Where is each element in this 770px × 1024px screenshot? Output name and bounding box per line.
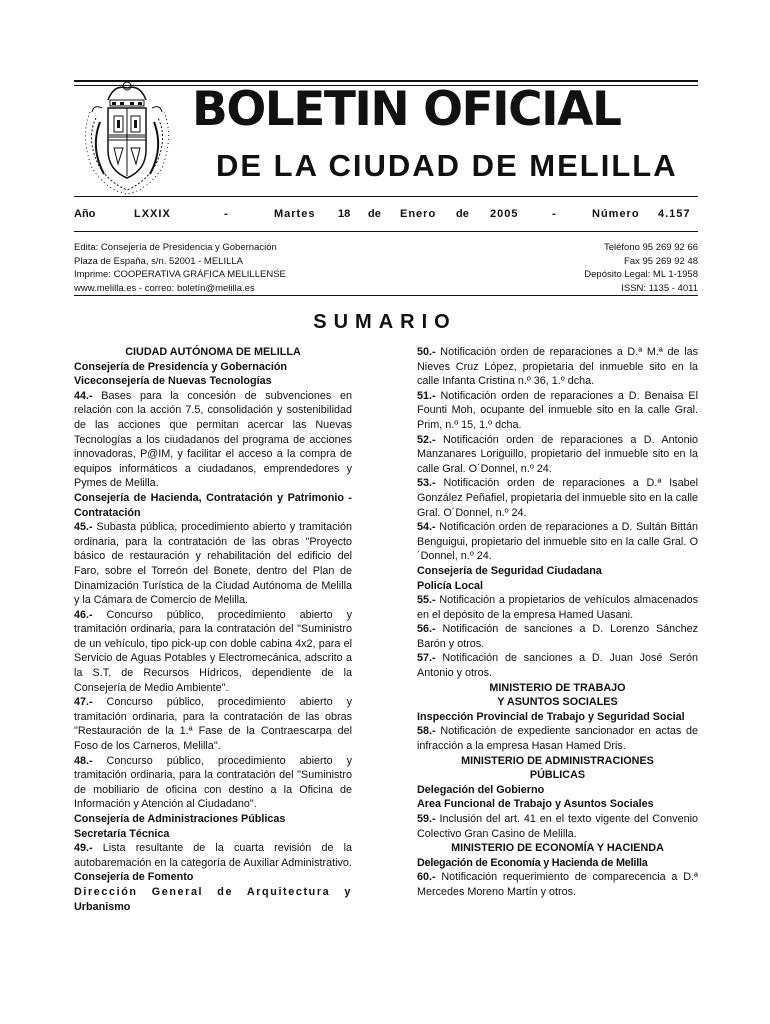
item-number: 45.- xyxy=(74,521,93,534)
numero-label: Número xyxy=(592,208,640,220)
section-heading: Y ASUNTOS SOCIALES xyxy=(497,696,618,709)
item-number: 58.- xyxy=(417,725,436,738)
sumario-heading: SUMARIO xyxy=(313,311,457,333)
coat-of-arms-icon xyxy=(78,78,176,196)
department-heading: Consejería de Administraciones Públicas xyxy=(74,813,286,825)
department-heading: Urbanismo xyxy=(74,900,131,913)
item-text: Notificación de expediente sancionador en actas de infracción a la empresa Hasan Hamed Dris. xyxy=(417,725,698,753)
item-text: Bases para la concesión de subvenciones en relación con la acción 7.5, consolidación y sostenibilidad de las acciones que permitan acercar las Nuevas Tecnologías a los ciudadanos del programa de acciones innovadoras, P@IM, y facilitar el acceso a la compra de equipos informáticos a ciudadanos, emprendedores y Pymes de Melilla. xyxy=(74,389,352,490)
sumario-item-50 xyxy=(417,345,698,389)
day: 18 xyxy=(338,208,351,220)
date-de-2: de xyxy=(456,208,469,220)
dateline-rule xyxy=(74,231,698,232)
editorial-line: Plaza de España, s/n. 52001 - MELILLA xyxy=(74,255,243,267)
sumario-item-56 xyxy=(417,622,698,651)
editorial-info-left xyxy=(74,241,404,295)
dateline xyxy=(74,208,698,224)
sumario-item-58 xyxy=(417,724,698,753)
item-number: 56.- xyxy=(417,623,436,636)
dateline-separator: - xyxy=(552,208,556,220)
department-heading: Delegación del Gobierno xyxy=(417,783,545,796)
item-number: 52.- xyxy=(417,433,436,446)
page-subtitle: DE LA CIUDAD DE MELILLA xyxy=(216,148,678,183)
department-heading: Viceconsejería de Nuevas Tecnologías xyxy=(74,375,272,388)
sumario-item-57 xyxy=(417,651,698,680)
item-text: Inclusión del art. 41 en el texto vigente del Convenio Colectivo Gran Casino de Melilla. xyxy=(417,813,698,840)
header-middle-rule xyxy=(74,196,698,197)
editorial-info-right xyxy=(458,241,698,295)
sumario-item-52 xyxy=(417,433,698,477)
sumario-item-51 xyxy=(417,389,698,433)
item-number: 47.- xyxy=(74,696,93,709)
item-text: Concurso público, procedimiento abierto y tramitación ordinaria, para la contratación de las obras "Restauración de la 1.ª Fase de la Contraescarpa del Foso de los Carneros, Melilla". xyxy=(74,696,352,753)
department-heading: Area Funcional de Trabajo y Asuntos Sociales xyxy=(417,798,654,811)
sumario-right-column xyxy=(417,345,698,900)
weekday: Martes xyxy=(274,208,316,220)
editorial-line: Edita: Consejería de Presidencia y Gobernación xyxy=(74,242,277,253)
page-title: BOLETIN OFICIAL xyxy=(192,82,621,137)
item-text: Notificación de sanciones a D. Lorenzo Sánchez Barón y otros. xyxy=(417,623,698,650)
numero-value: 4.157 xyxy=(658,208,691,220)
item-number: 53.- xyxy=(417,477,436,490)
year: 2005 xyxy=(490,208,519,220)
item-number: 60.- xyxy=(417,871,436,884)
item-text: Subasta pública, procedimiento abierto y tramitación ordinaria, para la contratación de las obras "Proyecto básico de restauración y rehabilitación del edificio del Faro, sobre el Torreón del Bonete, dentro del Plan de Dinamización Turística de la Ciudad Autónoma de Melilla y la Cámara de Comercio de Melilla. xyxy=(74,521,352,607)
department-heading: Inspección Provincial de Trabajo y Seguridad Social xyxy=(417,710,685,723)
ano-label: Año xyxy=(74,208,96,220)
sumario-item-48 xyxy=(74,754,352,812)
ano-value: LXXIX xyxy=(134,208,171,220)
section-heading: PÚBLICAS xyxy=(529,769,586,782)
department-heading: Policía Local xyxy=(417,579,484,592)
item-number: 50.- xyxy=(417,346,436,358)
item-text: Notificación requerimiento de comparecencia a D.ª Mercedes Moreno Martín y otros. xyxy=(417,871,698,898)
item-text: Notificación orden de reparaciones a D.ª Isabel González Peñafiel, propietaria del inmueble sito en la calle Gral. O´Donnel, n.º 24. xyxy=(417,477,698,519)
date-de-1: de xyxy=(368,208,381,220)
section-heading: MINISTERIO DE ECONOMÍA Y HACIENDA xyxy=(451,842,664,855)
department-heading: Dirección General de Arquitectura y xyxy=(74,885,352,898)
editorial-line: Depósito Legal: ML 1-1958 xyxy=(584,269,698,280)
section-heading: MINISTERIO DE TRABAJO xyxy=(489,681,626,694)
item-text: Notificación orden de reparaciones a D. Antonio Manzanares Loriguillo, propietario del inmueble sito en la calle Gral. O´Donnel, n.º 24. xyxy=(417,433,698,475)
item-number: 57.- xyxy=(417,652,436,665)
sumario-item-60 xyxy=(417,870,698,899)
item-text: Notificación de sanciones a D. Juan José Serón Antonio y otros. xyxy=(417,652,698,680)
editorial-line: www.melilla.es - correo: boletín@melilla.es xyxy=(74,282,255,294)
item-text: Lista resultante de la cuarta revisión de la autobaremación en la categoría de Auxiliar Administrativo. xyxy=(74,842,352,869)
item-text: Notificación orden de reparaciones a D. Sultán Bittán Benguigui, propietario del inmueble sito en la calle Gral. O´Donnel, n.º 24. xyxy=(417,521,698,563)
sumario-item-44 xyxy=(74,389,352,491)
month: Enero xyxy=(400,208,437,220)
item-number: 48.- xyxy=(74,754,93,767)
item-number: 44.- xyxy=(74,389,93,402)
sumario-item-53 xyxy=(417,476,698,520)
item-text: Concurso público, procedimiento abierto y tramitación ordinaria, para la contratación del "Suministro de un vehículo, tipo pick-up con doble cabina 4x2, para el Servicio de Aguas Potables y Electromecánica, adscrito a la S.T. de Recursos Hídricos, dependiente de la Consejería de Medio Ambiente". xyxy=(74,608,352,694)
department-heading: Consejería de Seguridad Ciudadana xyxy=(417,564,602,577)
item-number: 54.- xyxy=(417,521,436,534)
editorial-line: Teléfono 95 269 92 66 xyxy=(603,242,698,253)
dateline-separator: - xyxy=(224,208,228,220)
sumario-item-46 xyxy=(74,608,352,696)
item-number: 49.- xyxy=(74,842,93,855)
department-heading: Delegación de Economía y Hacienda de Melilla xyxy=(417,856,648,869)
section-heading: MINISTERIO DE ADMINISTRACIONES xyxy=(461,754,654,767)
editorial-line: Fax 95 269 92 48 xyxy=(624,255,698,267)
item-number: 55.- xyxy=(417,594,436,607)
sumario-item-45 xyxy=(74,520,352,608)
item-text: Concurso público, procedimiento abierto y tramitación ordinaria, para la contratación del "Suministro de mobiliario de oficina con destino a la Oficina de Información y Atención al Ciudadano". xyxy=(74,754,352,811)
item-text: Notificación a propietarios de vehículos almacenados en el depósito de la empresa Hamed Uasani. xyxy=(417,594,698,621)
sumario-item-54 xyxy=(417,520,698,564)
item-number: 46.- xyxy=(74,608,93,621)
item-text: Notificación orden de reparaciones a D. Benaisa El Founti Moh, ocupante del inmueble sito en la calle Gral. Prim, n.º 15, 1.º dcha. xyxy=(417,389,698,431)
section-heading: CIUDAD AUTÓNOMA DE MELILLA xyxy=(125,346,301,358)
department-heading: Consejería de Presidencia y Gobernación xyxy=(74,360,288,373)
editorial-rule xyxy=(74,295,698,296)
editorial-line: ISSN: 1135 - 4011 xyxy=(621,282,698,294)
item-number: 51.- xyxy=(417,389,436,402)
sumario-item-59 xyxy=(417,812,698,841)
sumario-item-49 xyxy=(74,841,352,870)
editorial-line: Imprime: COOPERATIVA GRÁFICA MELILLENSE xyxy=(74,269,286,280)
item-text: Notificación orden de reparaciones a D.ª M.ª de las Nieves Cruz López, propietaria del inmueble sito en la calle Infanta Cristina n.º 36, 1.º dcha. xyxy=(417,346,698,388)
department-heading: Secretaría Técnica xyxy=(74,827,170,840)
department-heading: Consejería de Fomento xyxy=(74,871,194,884)
sumario-item-47 xyxy=(74,695,352,753)
item-number: 59.- xyxy=(417,813,436,825)
department-heading: Consejería de Hacienda, Contratación y Patrimonio - Contratación xyxy=(74,491,352,519)
sumario-item-55 xyxy=(417,593,698,622)
sumario-left-column xyxy=(74,345,352,914)
